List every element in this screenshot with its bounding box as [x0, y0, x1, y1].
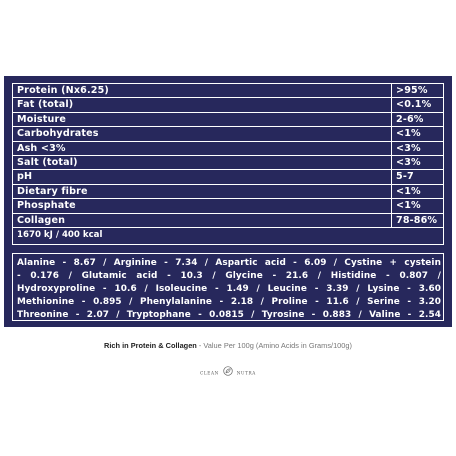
row-name: Carbohydrates	[17, 128, 99, 140]
table-row	[13, 142, 443, 156]
energy-row	[13, 228, 443, 244]
row-name: Dietary fibre	[17, 185, 88, 197]
logo-word-right: NUTRA	[236, 370, 256, 376]
row-name: Phosphate	[17, 200, 76, 212]
brand-logo	[0, 366, 456, 378]
table-row	[13, 113, 443, 127]
table-row	[13, 98, 443, 112]
row-value: <3%	[396, 157, 421, 168]
caption-separator: -	[196, 341, 204, 350]
row-value: <0.1%	[396, 99, 432, 111]
row-value: >95%	[396, 85, 428, 96]
row-name: Ash <3%	[17, 142, 66, 154]
row-value: 78-86%	[396, 214, 438, 226]
amino-acid-line: - 0.176 / Glutamic acid - 10.3 / Glycine - 21.6 / Histidine - 0.807 /	[17, 271, 441, 281]
row-name: Protein (Nx6.25)	[17, 85, 109, 96]
row-name: pH	[17, 171, 33, 183]
row-value: <1%	[396, 200, 421, 212]
table-row	[13, 170, 443, 184]
leaf-badge-icon	[223, 366, 233, 381]
nutrition-table	[12, 83, 444, 245]
amino-acid-box	[12, 253, 444, 321]
row-name: Fat (total)	[17, 99, 74, 111]
table-row	[13, 84, 443, 98]
energy-value: 1670 kJ / 400 kcal	[17, 230, 103, 240]
row-value: <3%	[396, 142, 421, 154]
table-row	[13, 214, 443, 228]
caption-note: Value Per 100g (Amino Acids in Grams/100g)	[203, 341, 352, 350]
nutrition-panel	[4, 76, 452, 327]
amino-acid-line: Hydroxyproline - 10.6 / Isoleucine - 1.49 / Leucine - 3.39 / Lysine - 3.60	[17, 284, 441, 294]
row-value: <1%	[396, 185, 421, 197]
logo-word-left: CLEAN	[200, 370, 219, 376]
amino-acid-line: Threonine - 2.07 / Tryptophane - 0.0815 / Tyrosine - 0.883 / Valine - 2.54	[17, 310, 441, 320]
row-name: Moisture	[17, 113, 66, 125]
row-value: 5-7	[396, 171, 414, 183]
amino-acid-line: Alanine - 8.67 / Arginine - 7.34 / Aspartic acid - 6.09 / Cystine + cystein	[17, 258, 441, 268]
caption-title: Rich in Protein & Collagen	[104, 341, 197, 350]
table-row	[13, 156, 443, 170]
row-value: 2-6%	[396, 113, 424, 125]
table-row	[13, 185, 443, 199]
row-name: Collagen	[17, 214, 66, 226]
amino-acid-line: Methionine - 0.895 / Phenylalanine - 2.18 / Proline - 11.6 / Serine - 3.20	[17, 297, 441, 307]
caption	[0, 341, 456, 350]
table-row	[13, 127, 443, 141]
table-row	[13, 199, 443, 213]
row-value: <1%	[396, 128, 421, 140]
row-name: Salt (total)	[17, 157, 78, 168]
